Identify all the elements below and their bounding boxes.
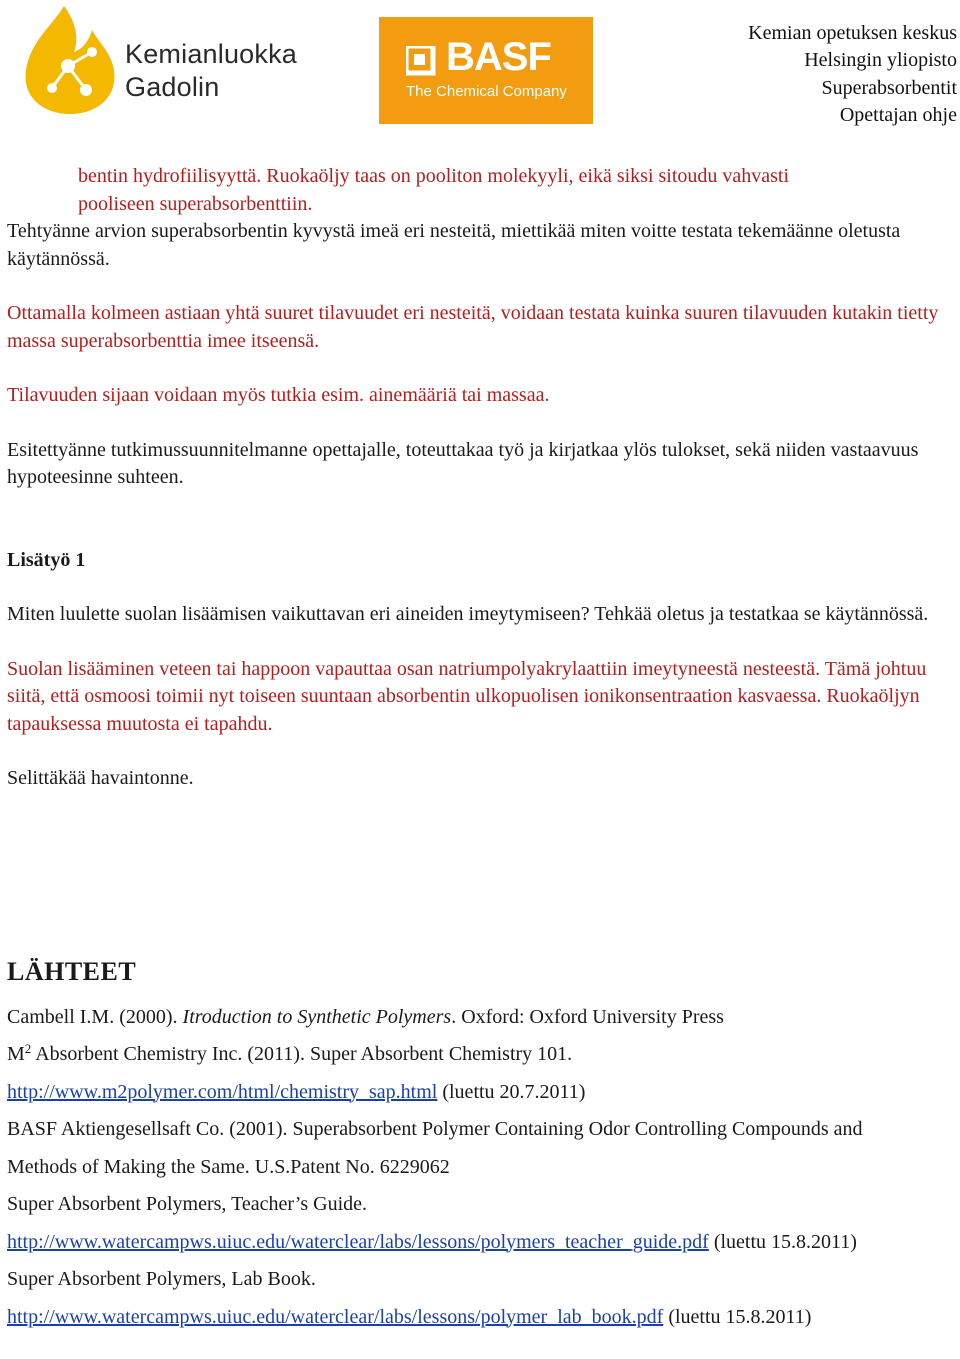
reference-basf-line-1: BASF Aktiengesellsaft Co. (2001). Superabsorbent Polymer Containing Odor Controlling Compounds and <box>7 1118 863 1140</box>
kemianluokka-gadolin-logo <box>22 4 312 116</box>
lisatyo-heading: Lisätyö 1 <box>7 548 86 571</box>
reference-m2-text: Absorbent Chemistry Inc. (2011). Super Absorbent Chemistry 101. <box>31 1043 573 1065</box>
document-body <box>7 163 955 1336</box>
header-line-4: Opettajan ohje <box>839 104 957 127</box>
teacher-note-line-1: bentin hydrofiilisyyttä. Ruokaöljy taas on pooliton molekyyli, eikä siksi sitoudu vahvasti <box>78 165 790 187</box>
reference-lab-book-link-line <box>7 1299 955 1337</box>
header-line-1: Kemian opetuksen keskus <box>748 22 957 44</box>
m2polymer-accessed-date: (luettu 20.7.2011) <box>437 1080 586 1103</box>
header-institution-info <box>748 20 957 130</box>
teacher-note-volume-test: Ottamalla kolmeen astiaan yhtä suuret tilavuudet eri nesteitä, voidaan testata kuinka suuren tilavuuden kutakin tietty massa superabsorbenttia imee itseensä. <box>7 302 939 352</box>
reference-m2-link-line <box>7 1074 955 1112</box>
reference-basf-line-2: Methods of Making the Same. U.S.Patent No. 6229062 <box>7 1155 450 1178</box>
reference-cambell-title: Itroduction to Synthetic Polymers <box>182 1005 452 1028</box>
instruction-explain: Selittäkää havaintonne. <box>7 767 194 789</box>
basf-square-icon <box>406 46 438 76</box>
gadolin-logo-text <box>125 38 297 104</box>
teacher-guide-link[interactable]: http://www.watercampws.uiuc.edu/waterclear/labs/lessons/polymers_teacher_guide.pdf <box>7 1230 709 1253</box>
lisatyo-question: Miten luulette suolan lisäämisen vaikuttavan eri aineiden imeytymiseen? Tehkää oletus ja testatkaa se käytännössä. <box>7 603 929 625</box>
teacher-note-alternative: Tilavuuden sijaan voidaan myös tutkia esim. ainemääriä tai massaa. <box>7 384 550 406</box>
gadolin-logo-line2: Gadolin <box>125 72 220 102</box>
reference-cambell-publisher: . Oxford: Oxford University Press <box>451 1005 724 1028</box>
reference-teacher-guide-link-line <box>7 1224 955 1262</box>
reference-teacher-guide: Super Absorbent Polymers, Teacher’s Guide. <box>7 1193 368 1215</box>
header-line-3: Superabsorbentit <box>821 76 957 99</box>
reference-m2-m: M <box>7 1043 25 1065</box>
header-line-2: Helsingin yliopisto <box>804 49 957 72</box>
lab-book-accessed-date: (luettu 15.8.2011) <box>663 1305 812 1328</box>
teacher-note-line-2: pooliseen superabsorbenttiin. <box>78 192 313 215</box>
basf-logo-tagline: The Chemical Company <box>406 83 567 100</box>
references-heading: LÄHTEET <box>7 956 137 986</box>
teacher-guide-accessed-date: (luettu 15.8.2011) <box>708 1230 857 1253</box>
basf-logo-name: BASF <box>446 35 551 79</box>
instruction-paragraph: Tehtyänne arvion superabsorbentin kyvystä imeä eri nesteitä, miettikää miten voitte testata tekemäänne oletusta käytännössä. <box>7 220 901 270</box>
gadolin-logo-line1: Kemianluokka <box>125 39 297 69</box>
teacher-note-salt: Suolan lisääminen veteen tai happoon vapauttaa osan natriumpolyakrylaattiin imeytyneestä nesteestä. Tämä johtuu siitä, että osmoosi toimii nyt toiseen suuntaan absorbentin ulkopuolisen ionikonsentraation kasvaessa. Ruokaöljyn tapauksessa muutosta ei tapahdu. <box>7 657 927 735</box>
references-list <box>7 999 955 1337</box>
gadolin-flame-icon <box>22 4 122 116</box>
reference-m2-superscript: 2 <box>24 1041 32 1056</box>
m2polymer-link[interactable]: http://www.m2polymer.com/html/chemistry_sap.html <box>7 1080 438 1103</box>
instruction-research-plan: Esitettyänne tutkimussuunnitelmanne opettajalle, toteuttakaa työ ja kirjatkaa ylös tulokset, sekä niiden vastaavuus hypoteesinne suhteen. <box>7 438 919 488</box>
reference-m2 <box>7 1036 955 1074</box>
basf-logo <box>379 17 593 124</box>
reference-cambell-author: Cambell I.M. (2000). <box>7 1005 183 1028</box>
page-header <box>0 0 960 130</box>
reference-cambell <box>7 999 955 1037</box>
teacher-note-continuation <box>7 163 955 218</box>
reference-lab-book: Super Absorbent Polymers, Lab Book. <box>7 1268 316 1290</box>
lab-book-link[interactable]: http://www.watercampws.uiuc.edu/waterclear/labs/lessons/polymer_lab_book.pdf <box>7 1305 664 1328</box>
